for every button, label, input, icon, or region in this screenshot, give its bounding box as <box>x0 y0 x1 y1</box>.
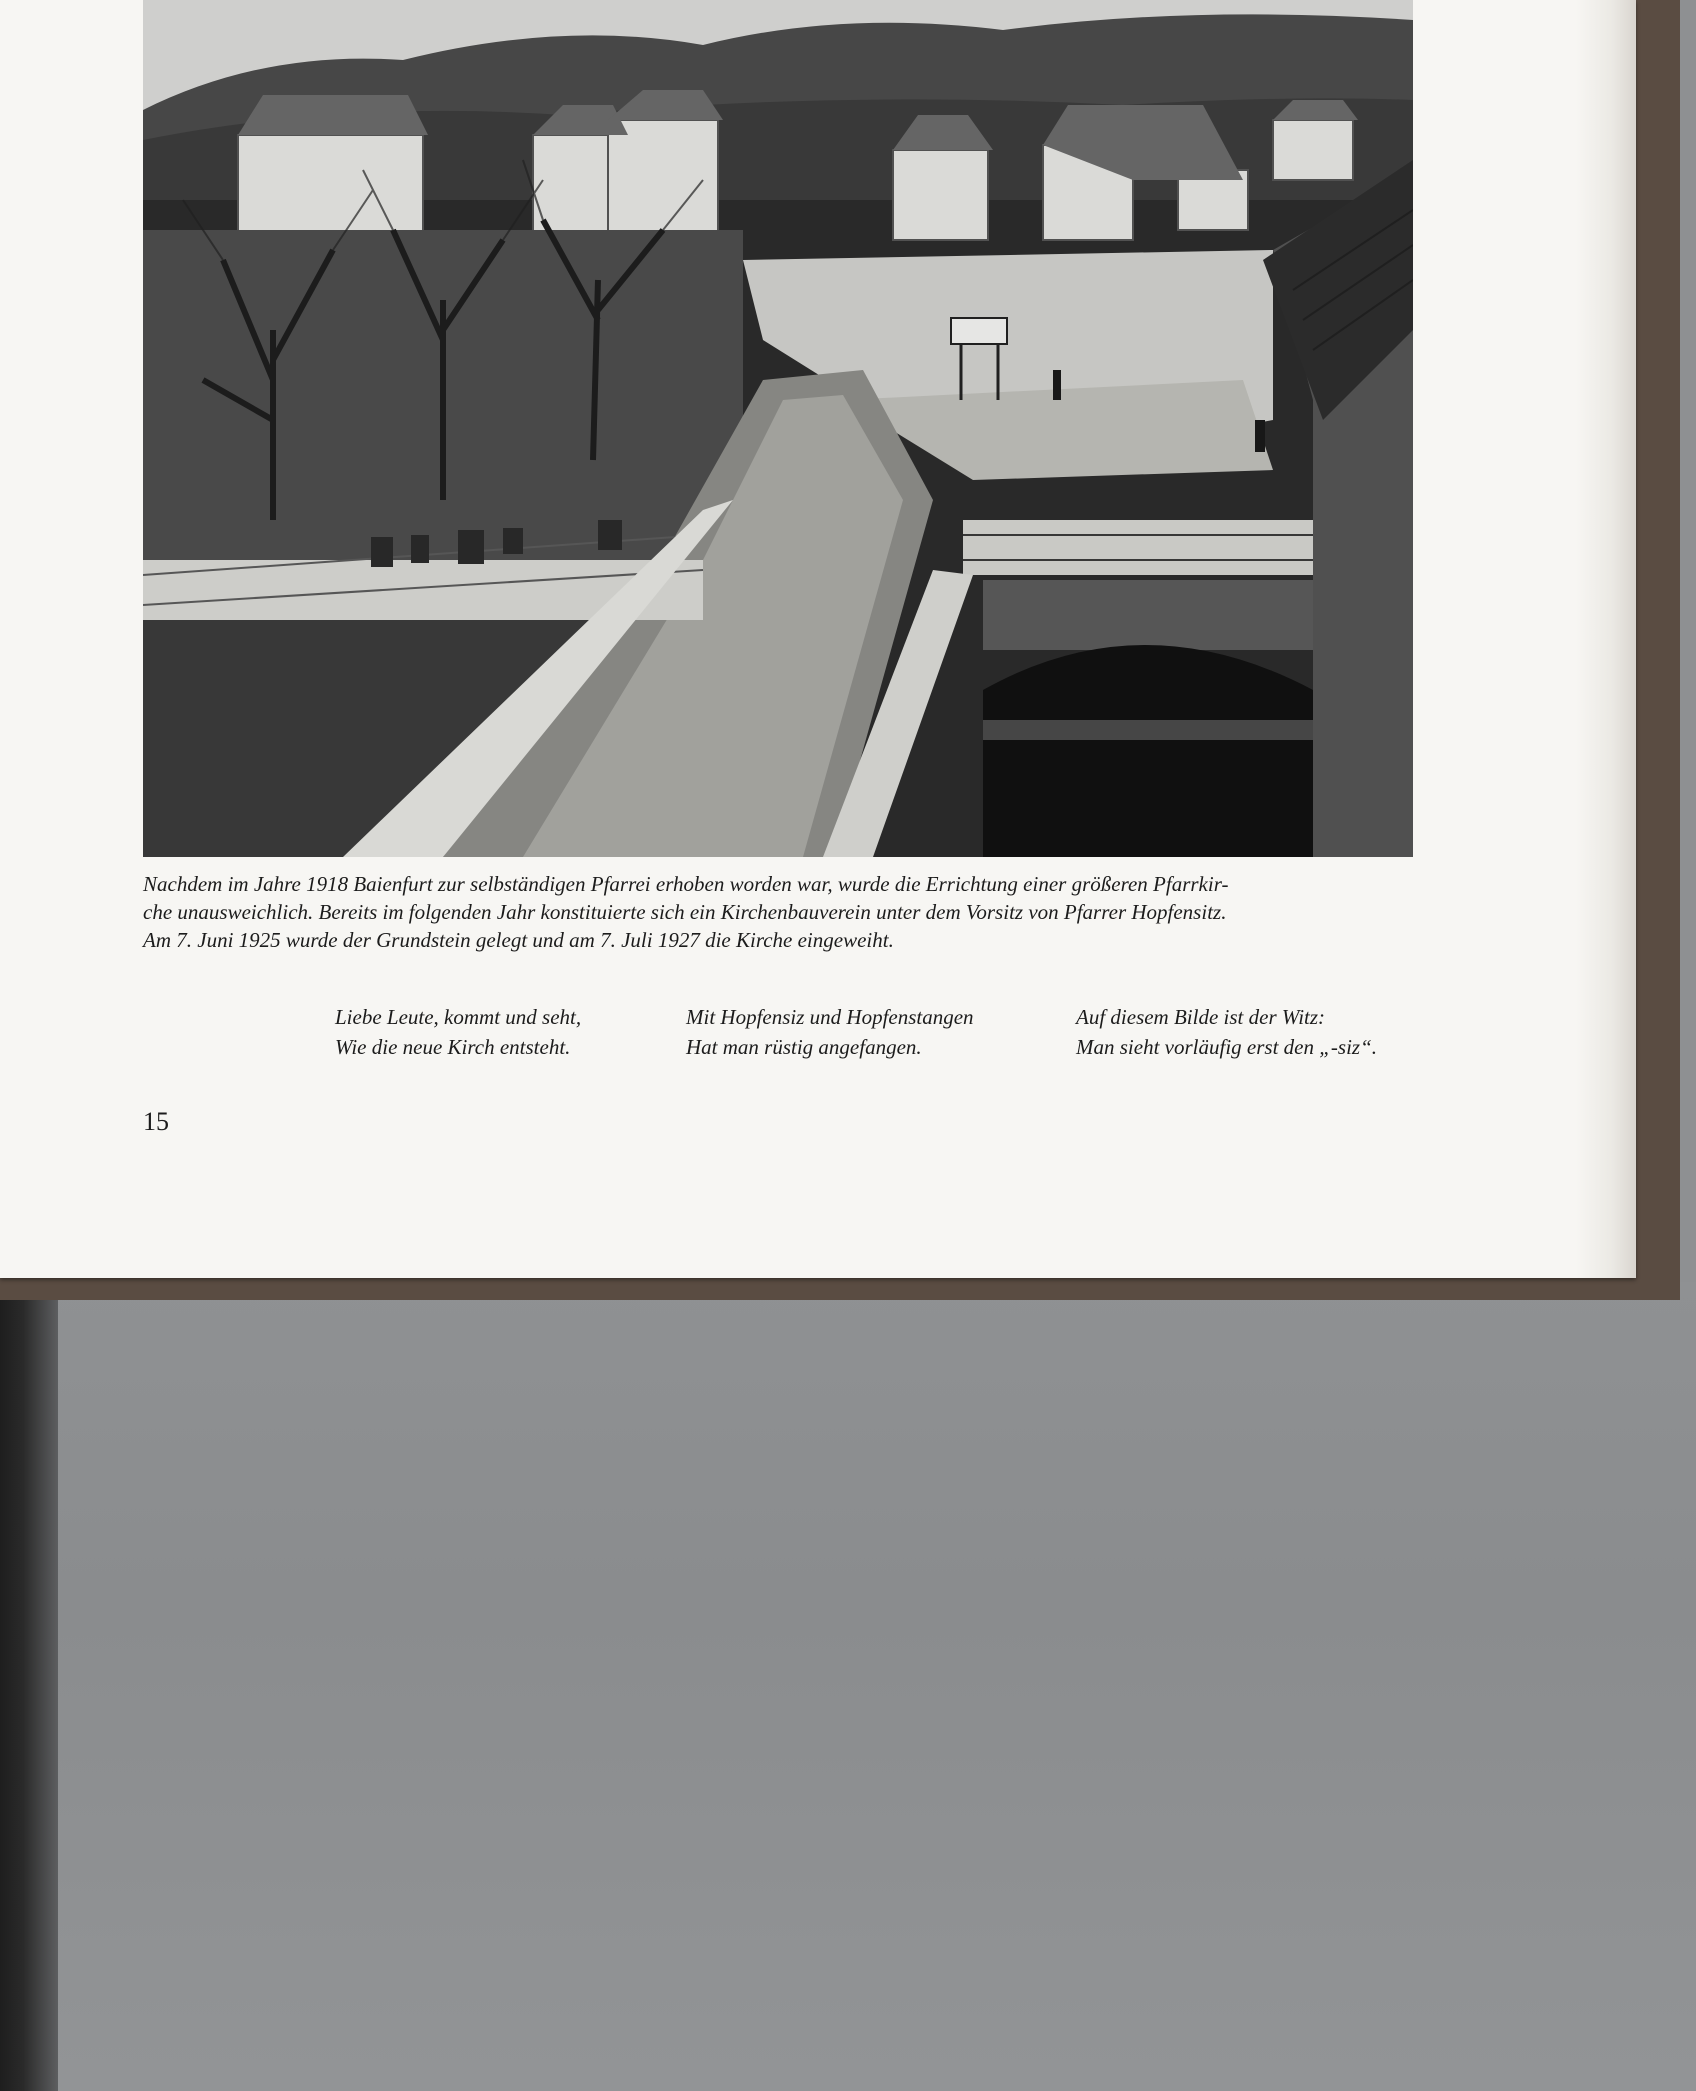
photo-caption <box>143 870 1418 954</box>
caption-line: Nachdem im Jahre 1918 Baienfurt zur selbständigen Pfarrei erhoben worden war, wurde die Errichtung einer größeren Pfarrkir- <box>143 872 1229 896</box>
page-number: 15 <box>143 1107 169 1136</box>
poem-stanza-2 <box>686 1002 974 1062</box>
caption-line: Am 7. Juni 1925 wurde der Grundstein gelegt und am 7. Juli 1927 die Kirche eingeweiht. <box>143 928 894 952</box>
poem-line: Auf diesem Bilde ist der Witz: <box>1076 1005 1326 1029</box>
poem-line: Liebe Leute, kommt und seht, <box>335 1005 582 1029</box>
poem-line: Hat man rüstig angefangen. <box>686 1035 922 1059</box>
poem-stanza-3 <box>1076 1002 1377 1062</box>
poem-line: Wie die neue Kirch entsteht. <box>335 1035 571 1059</box>
page-gutter-shadow <box>1576 0 1636 1278</box>
caption-line: che unausweichlich. Bereits im folgenden Jahr konstituierte sich ein Kirchenbauverein unter dem Vorsitz von Pfarrer Hopfensitz. <box>143 900 1227 924</box>
poem-line: Man sieht vorläufig erst den „-siz“. <box>1076 1035 1378 1059</box>
historic-photo-church-construction <box>143 0 1413 857</box>
poem-line: Mit Hopfensiz und Hopfenstangen <box>686 1005 974 1029</box>
scanner-background <box>0 1282 1696 2091</box>
poem-stanza-1 <box>335 1002 581 1062</box>
